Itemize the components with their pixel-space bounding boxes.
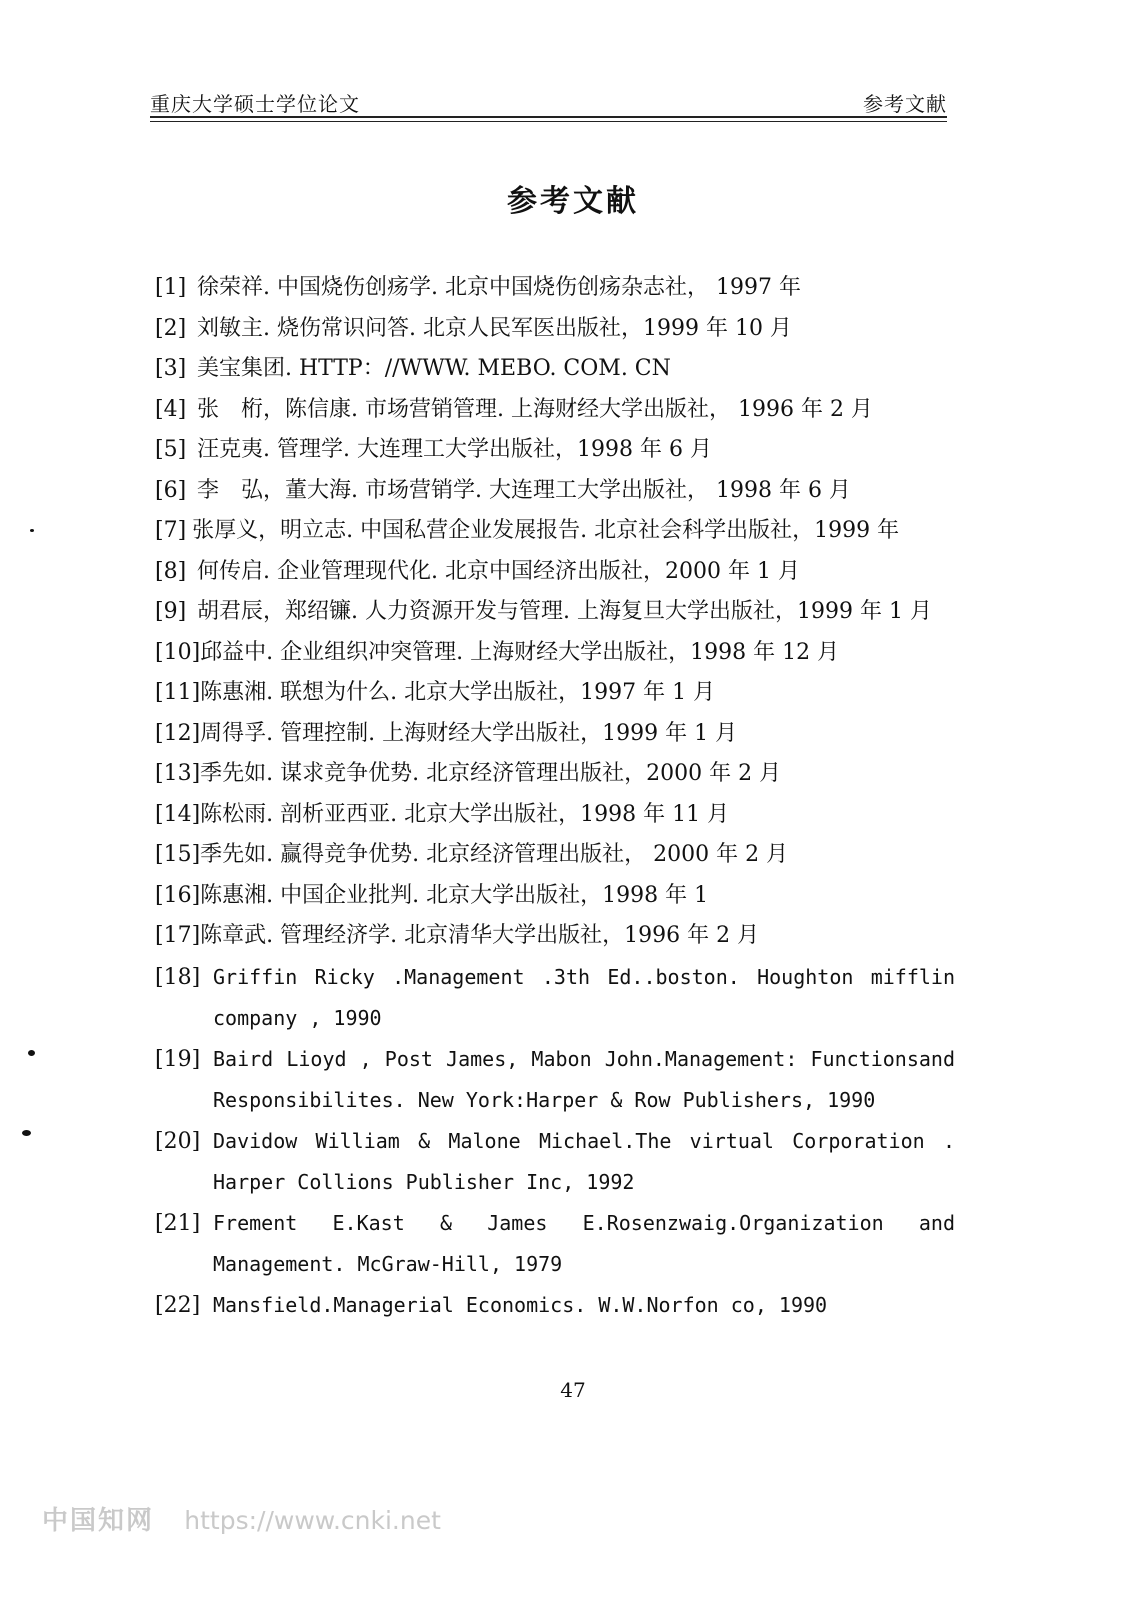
reference-number: [19] — [155, 1046, 201, 1072]
scan-speck — [22, 1130, 31, 1136]
reference-number: [17] — [155, 923, 201, 948]
reference-item — [155, 268, 955, 309]
reference-number: [13] — [155, 761, 201, 786]
reference-text: 陈惠湘. 联想为什么. 北京大学出版社，1997 年 1 月 — [200, 680, 716, 705]
reference-text: Baird Lioyd , Post James, Mabon John.Management: Functionsand Responsibilites. New York:Harper & Row Publishers, 1990 — [213, 1046, 955, 1112]
reference-number: [16] — [155, 882, 201, 908]
reference-number: [20] — [155, 1128, 201, 1154]
reference-number: [9] — [155, 599, 187, 624]
reference-text: 邱益中. 企业组织冲突管理. 上海财经大学出版社，1998 年 12 月 — [200, 639, 840, 665]
reference-number: [22] — [155, 1292, 201, 1318]
reference-text: Davidow William & Malone Michael.The virtual Corporation . Harper Collions Publisher Inc, 1992 — [213, 1128, 955, 1194]
reference-item — [155, 1285, 955, 1327]
reference-text: 张 桁，陈信康. 市场营销管理. 上海财经大学出版社， 1996 年 2 月 — [197, 396, 873, 422]
reference-item — [155, 471, 955, 512]
reference-item — [155, 1039, 955, 1121]
reference-item — [155, 349, 955, 390]
reference-number: [7] — [155, 518, 187, 543]
reference-item — [155, 714, 955, 755]
header-section-label: 参考文献 — [863, 92, 947, 116]
reference-text: 陈惠湘. 中国企业批判. 北京大学出版社，1998 年 1 — [200, 882, 709, 908]
reference-text: 何传启. 企业管理现代化. 北京中国经济出版社，2000 年 1 月 — [197, 558, 800, 584]
reference-list — [155, 268, 955, 1326]
reference-item — [155, 673, 955, 714]
reference-number: [1] — [155, 275, 187, 300]
reference-item — [155, 592, 955, 633]
reference-text: 周得孚. 管理控制. 上海财经大学出版社，1999 年 1 月 — [200, 720, 738, 746]
reference-item — [155, 1121, 955, 1203]
reference-number: [8] — [155, 558, 187, 584]
reference-number: [11] — [155, 680, 201, 705]
reference-text: 陈章武. 管理经济学. 北京清华大学出版社，1996 年 2 月 — [200, 923, 760, 948]
page-title: 参考文献 — [507, 184, 639, 219]
reference-item — [155, 795, 955, 836]
reference-item — [155, 876, 955, 917]
reference-text: 季先如. 谋求竞争优势. 北京经济管理出版社，2000 年 2 月 — [200, 761, 782, 786]
page-number: 47 — [560, 1378, 586, 1402]
reference-number: [12] — [155, 720, 201, 746]
reference-item — [155, 390, 955, 431]
reference-number: [6] — [155, 477, 187, 503]
reference-item — [155, 430, 955, 471]
reference-text: 张厚义，明立志. 中国私营企业发展报告. 北京社会科学出版社，1999 年 — [192, 518, 900, 543]
reference-number: [3] — [155, 356, 187, 381]
reference-number: [2] — [155, 315, 187, 341]
reference-text: 刘敏主. 烧伤常识问答. 北京人民军医出版社，1999 年 10 月 — [197, 315, 792, 341]
reference-item — [155, 633, 955, 674]
reference-number: [21] — [155, 1210, 201, 1236]
watermark-url: https://www.cnki.net — [184, 1506, 441, 1535]
reference-item — [155, 511, 955, 552]
reference-item — [155, 754, 955, 795]
reference-text: Mansfield.Managerial Economics. W.W.Norfon co, 1990 — [213, 1292, 828, 1317]
reference-item — [155, 916, 955, 957]
scan-speck — [30, 529, 34, 532]
reference-text: 李 弘，董大海. 市场营销学. 大连理工大学出版社， 1998 年 6 月 — [197, 477, 851, 503]
reference-item — [155, 1203, 955, 1285]
reference-item — [155, 957, 955, 1039]
scan-speck — [28, 1050, 35, 1056]
reference-text: Frement E.Kast & James E.Rosenzwaig.Organization and Management. McGraw-Hill, 1979 — [213, 1210, 955, 1276]
reference-item — [155, 552, 955, 593]
header-thesis-label: 重庆大学硕士学位论文 — [150, 92, 360, 116]
reference-text: Griffin Ricky .Management .3th Ed..boston. Houghton mifflin company , 1990 — [213, 964, 955, 1030]
reference-text: 胡君辰，郑绍镰. 人力资源开发与管理. 上海复旦大学出版社，1999 年 1 月 — [197, 599, 932, 624]
reference-item — [155, 309, 955, 350]
reference-text: 汪克夷. 管理学. 大连理工大学出版社，1998 年 6 月 — [197, 437, 712, 462]
reference-text: 美宝集团. HTTP：//WWW. MEBO. COM. CN — [197, 356, 671, 381]
reference-number: [15] — [155, 842, 201, 867]
cnki-watermark — [42, 1500, 441, 1537]
watermark-logo: 中国知网 — [42, 1506, 155, 1536]
running-header — [150, 84, 947, 118]
reference-number: [18] — [155, 964, 201, 990]
reference-number: [5] — [155, 437, 187, 462]
reference-item — [155, 835, 955, 876]
reference-number: [14] — [155, 801, 201, 827]
reference-text: 徐荣祥. 中国烧伤创疡学. 北京中国烧伤创疡杂志社， 1997 年 — [197, 275, 801, 300]
reference-number: [10] — [155, 639, 201, 665]
reference-number: [4] — [155, 396, 187, 422]
reference-text: 陈松雨. 剖析亚西亚. 北京大学出版社，1998 年 11 月 — [200, 801, 730, 827]
reference-text: 季先如. 赢得竞争优势. 北京经济管理出版社， 2000 年 2 月 — [200, 842, 789, 867]
